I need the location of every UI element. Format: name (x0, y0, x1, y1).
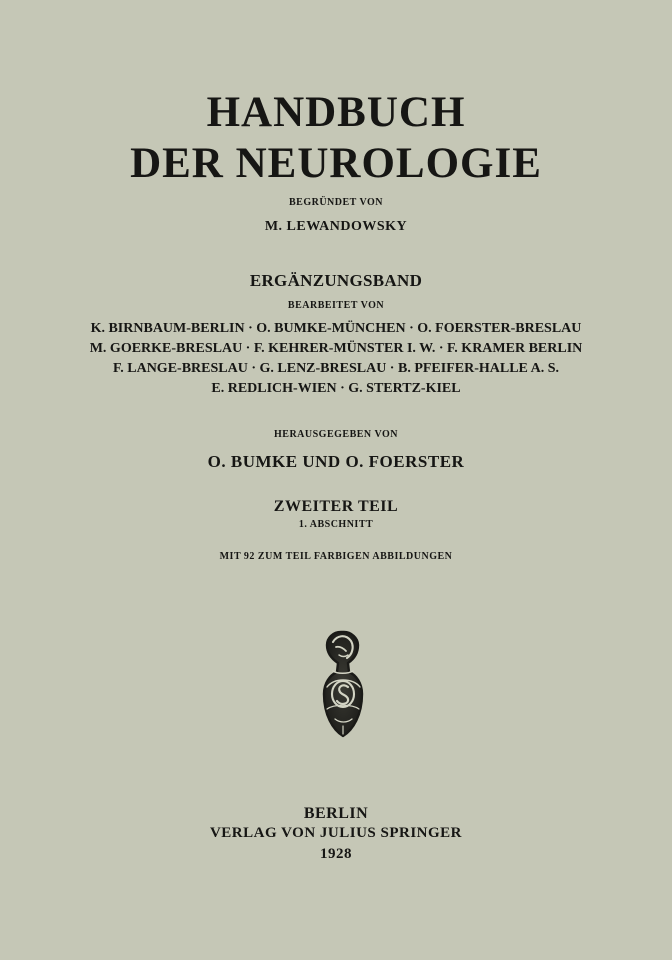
author-line: E. REDLICH-WIEN · G. STERTZ-KIEL (211, 381, 461, 396)
publisher-city: BERLIN (303, 805, 369, 822)
supplement-title: ERGÄNZUNGSBAND (249, 271, 423, 290)
publication-year: 1928 (320, 846, 352, 862)
section-title: 1. ABSCHNITT (298, 519, 374, 530)
part-title: ZWEITER TEIL (273, 498, 399, 515)
edited-by-label: BEARBEITET VON (287, 300, 385, 311)
author-line: M. GOERKE-BRESLAU · F. KEHRER-MÜNSTER I. W. · F. KRAMER BERLIN (89, 341, 583, 356)
editors-names: O. BUMKE UND O. FOERSTER (207, 452, 465, 471)
founder-name: M. LEWANDOWSKY (264, 219, 408, 234)
illustrations-note: MIT 92 ZUM TEIL FARBIGEN ABBILDUNGEN (219, 551, 453, 562)
book-title-line-1: HANDBUCH (206, 89, 466, 136)
springer-publisher-logo (309, 624, 377, 744)
published-by-label: HERAUSGEGEBEN VON (274, 429, 398, 440)
founded-by-label: BEGRÜNDET VON (288, 197, 383, 208)
book-title-line-2: DER NEUROLOGIE (130, 140, 542, 187)
authors-list (0, 319, 672, 399)
publisher-name: VERLAG VON JULIUS SPRINGER (209, 825, 463, 841)
author-line: K. BIRNBAUM-BERLIN · O. BUMKE-MÜNCHEN · O. FOERSTER-BRESLAU (90, 321, 582, 336)
author-line: F. LANGE-BRESLAU · G. LENZ-BRESLAU · B. PFEIFER-HALLE A. S. (112, 361, 560, 376)
